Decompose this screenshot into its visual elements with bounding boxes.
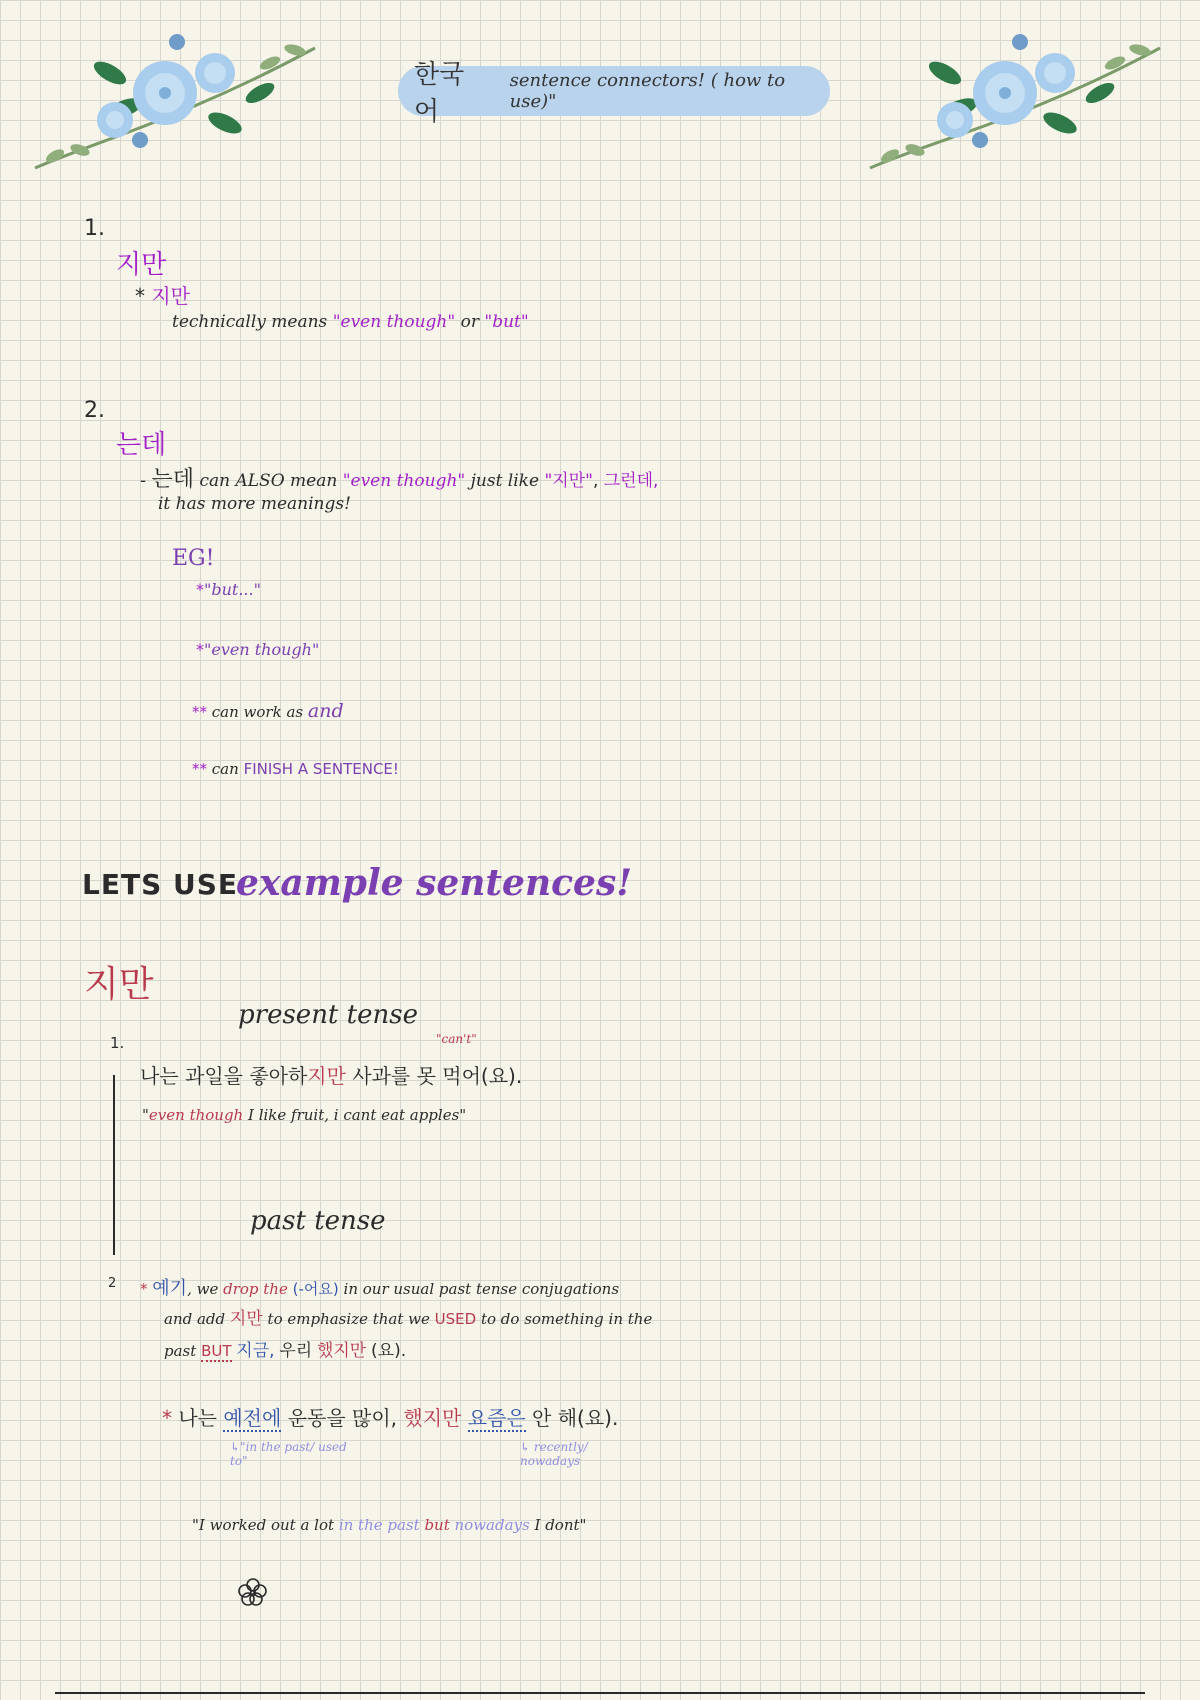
example2-korean-sentence: * 나는 예전에 운동을 많이, 했지만 요즘은 안 해(요).: [162, 1406, 619, 1430]
page-bottom-line: [55, 1692, 1145, 1694]
past-tense-label: past tense: [250, 1206, 386, 1236]
section1-bullet: * 지만: [135, 284, 190, 308]
example2-line3: past BUT 지금, 우리 했지만 (요).: [164, 1341, 407, 1361]
example1-number: 1.: [110, 1034, 125, 1052]
present-tense-label: present tense: [238, 1000, 418, 1030]
example2-line1: * 예기, we drop the (-어요) in our usual past tense conjugations: [140, 1278, 620, 1299]
section2-line2: it has more meanings!: [158, 494, 351, 514]
example-even-though: *"even though": [196, 640, 320, 659]
lets-use-heading: LETS USE: [82, 868, 239, 901]
section2-line1: - 는데 can ALSO mean "even though" just like "지만", 그런데,: [140, 467, 659, 492]
title-english: sentence connectors! ( how to use)": [509, 70, 786, 112]
note-in-the-past: ↳"in the past/ used to": [230, 1440, 347, 1468]
section2-heading: 는데: [116, 430, 167, 460]
flower-decoration-left: [25, 28, 325, 188]
example2-line2: and add 지만 to emphasize that we USED to do something in the: [164, 1309, 653, 1329]
section1-heading: 지만: [116, 250, 167, 280]
example-and: ** can work as and: [192, 700, 344, 722]
example-sentences-title: example sentences!: [236, 862, 633, 904]
section1-definition: technically means "even though" or "but": [172, 312, 529, 332]
note-nowadays: ↳ recently/ nowadays: [520, 1440, 588, 1468]
title-korean: 한국어: [414, 60, 465, 127]
example2-english: "I worked out a lot in the past but nowadays I dont": [192, 1516, 587, 1534]
example1-english: "even though I like fruit, i cant eat apples": [142, 1106, 467, 1124]
example1-margin-line: [113, 1075, 115, 1255]
example-but: *"but...": [196, 580, 261, 599]
section1-number: 1.: [84, 216, 105, 241]
example-finish: ** can FINISH A SENTENCE!: [192, 760, 399, 778]
title-banner: [398, 60, 830, 127]
cant-note: "can't": [436, 1032, 477, 1046]
small-flower-icon: [238, 1576, 268, 1610]
example2-number: 2: [108, 1276, 117, 1291]
eg-label: EG!: [172, 546, 215, 571]
flower-decoration-right: [860, 28, 1170, 188]
section2-number: 2.: [84, 398, 105, 423]
example1-korean: 나는 과일을 좋아하지만 사과를 못 먹어(요).: [140, 1064, 523, 1088]
jiman-section-heading: 지만: [84, 964, 154, 1005]
